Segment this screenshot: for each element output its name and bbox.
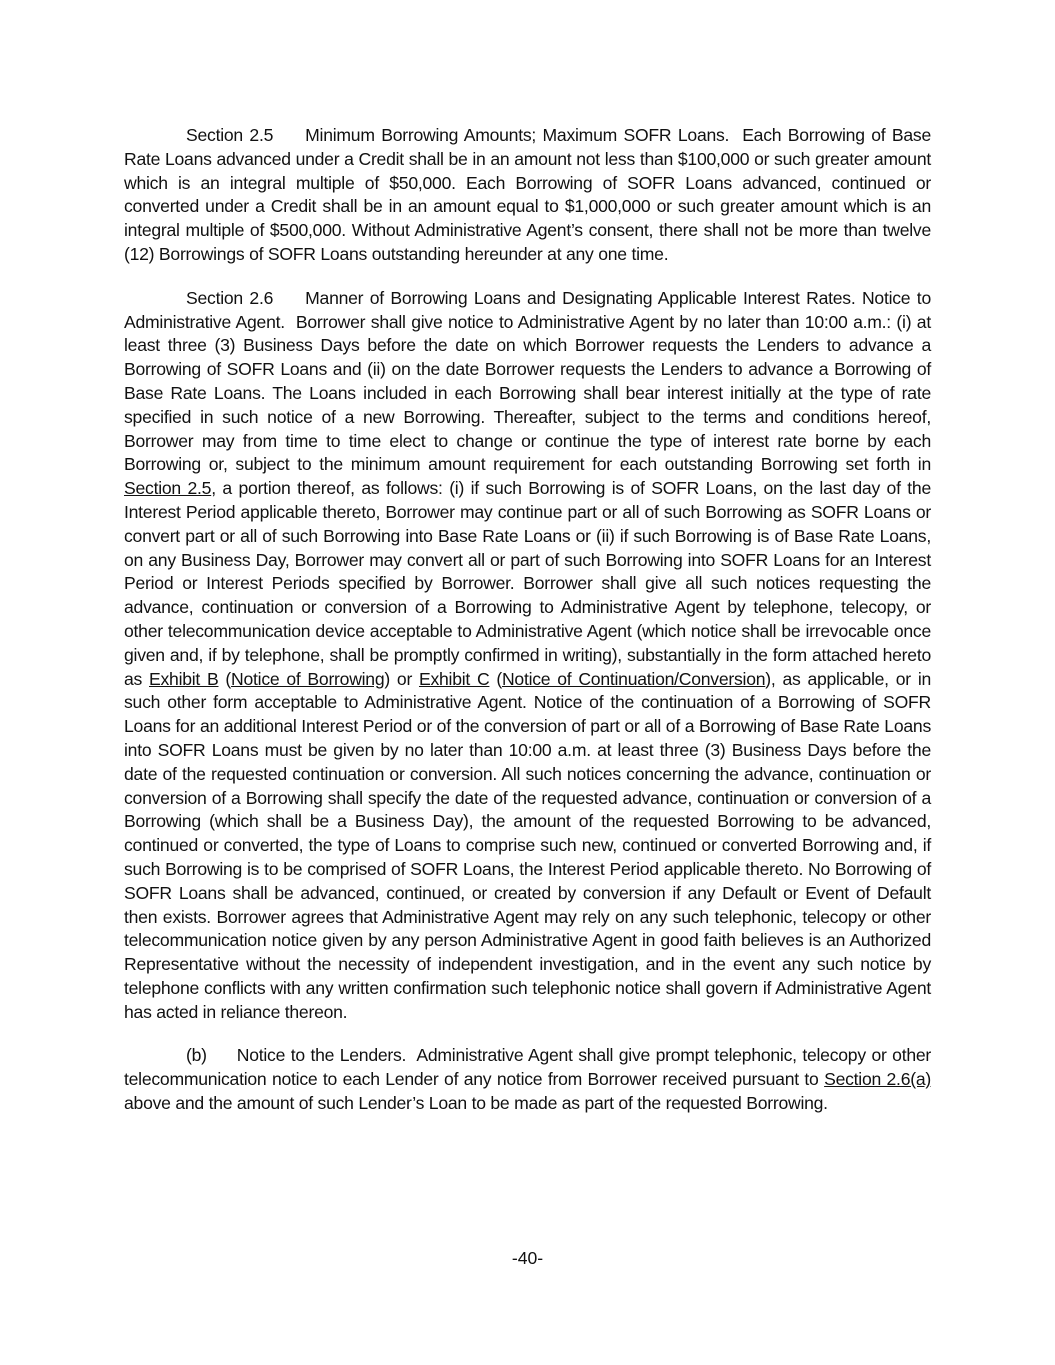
section-2-6-subtitle-a: Notice to Administrative Agent. [124, 287, 931, 332]
paren-close-or: ) or [384, 668, 419, 689]
exhibit-b-reference: Exhibit B [149, 668, 219, 689]
notice-of-continuation-reference: Notice of Continuation/Conversion [501, 668, 766, 689]
section-2-5-body: Each Borrowing of Base Rate Loans advanced under a Credit shall be in an amount not less than $100,000 or such greater amount which is an integral multiple of $50,000. Each Borrowing of SOFR Loans advanced, continued or converted under a Credit shall be in an amount equal to $1,000,000 or such greater amount which is an integral multiple of $500,000. Without Administrative Agent’s consent, there shall not be more than twelve (12) Borrowings of SOFR Loans outstanding hereunder at any one time. [124, 125, 931, 264]
notice-of-borrowing-reference: Notice of Borrowing [231, 668, 385, 689]
document-page [124, 124, 931, 1136]
section-2-6-text-2: , a portion thereof, as follows: (i) if such Borrowing is of SOFR Loans, on the last day of the Interest Period applicable thereto, Borrower may continue part or all of such Borrowing as SOFR Loans or convert part or all of such Borrowing into Base Rate Loans or (ii) if such Borrowing is of Base Rate Loans, on any Business Day, Borrower may convert all or part of such Borrowing into SOFR Loans for an Interest Period or Interest Periods specified by Borrower. Borrower shall give all such notices requesting the advance, continuation or conversion of a Borrowing to Administrative Agent by telephone, telecopy, or other telecommunication device acceptable to Administrative Agent (which notice shall be irrevocable once given and, if by telephone, shall be promptly confirmed in writing), substantially in the form attached hereto as [124, 478, 931, 689]
paragraph-b-text-2: above and the amount of such Lender’s Loan to be made as part of the requested Borrowing. [124, 1093, 828, 1114]
section-2-6-title: Manner of Borrowing Loans and Designating Applicable Interest Rates. [305, 287, 856, 308]
section-2-6a-reference: Section 2.6(a) [824, 1069, 931, 1090]
paragraph-b-text-1: Administrative Agent shall give prompt telephonic, telecopy or other telecommunication notice to each Lender of any notice from Borrower received pursuant to [124, 1045, 932, 1090]
page-number: -40- [511, 1248, 544, 1268]
section-2-5-paragraph [124, 124, 931, 267]
paragraph-b-title: Notice to the Lenders. [236, 1045, 407, 1066]
section-2-6-text-1: Borrower shall give notice to Administrative Agent by no later than 10:00 a.m.: (i) at least three (3) Business Days before the date on which Borrower requests the Lenders to advance a Borrowing of SOFR Loans and (ii) on the date Borrower requests the Lenders to advance a Borrowing of Base Rate Loans. The Loans included in each Borrowing shall bear interest initially at the type of rate specified in such notice of a new Borrowing. Thereafter, subject to the terms and conditions hereof, Borrower may from time to time elect to change or continue the type of interest rate borne by each Borrowing or, subject to the minimum amount requirement for each outstanding Borrowing set forth in [124, 311, 931, 475]
section-2-6-text-3: ), as applicable, or in such other form acceptable to Administrative Agent. Notice of the continuation of a Borrowing of SOFR Loans for an additional Interest Period or of the conversion of part or all of a Borrowing of Base Rate Loans into SOFR Loans must be given by no later than 10:00 a.m. at least three (3) Business Days before the date of the requested continuation or conversion. All such notices concerning the advance, continuation or conversion of a Borrowing shall specify the date of the requested advance, continuation or conversion of a Borrowing (which shall be a Business Day), the amount of the requested Borrowing to be advanced, continued or converted, the type of Loans to comprise such new, continued or converted Borrowing and, if such Borrowing is to be comprised of SOFR Loans, the Interest Period applicable thereto. No Borrowing of SOFR Loans shall be advanced, continued, or created by conversion if any Default or Event of Default then exists. Borrower agrees that Administrative Agent may rely on any such telephonic, telecopy or other telecommunication notice given by any person Administrative Agent in good faith believes is an Authorized Representative without the necessity of independent investigation, and in the event any such notice by telephone conflicts with any written confirmation such telephonic notice shall govern if Administrative Agent has acted in reliance thereon. [124, 668, 932, 1022]
section-2-5-number: Section 2.5 [186, 125, 274, 145]
section-2-6-paragraph [124, 287, 931, 1025]
paragraph-b [124, 1044, 931, 1115]
exhibit-c-reference: Exhibit C [418, 668, 490, 689]
paren-open-2: ( [489, 668, 502, 689]
section-2-5-reference: Section 2.5 [124, 478, 212, 499]
section-2-6-number: Section 2.6 [186, 287, 274, 308]
section-2-5-title: Minimum Borrowing Amounts; Maximum SOFR Loans. [305, 125, 730, 145]
paragraph-b-label: (b) [186, 1045, 207, 1066]
paren-open-1: ( [218, 668, 232, 689]
